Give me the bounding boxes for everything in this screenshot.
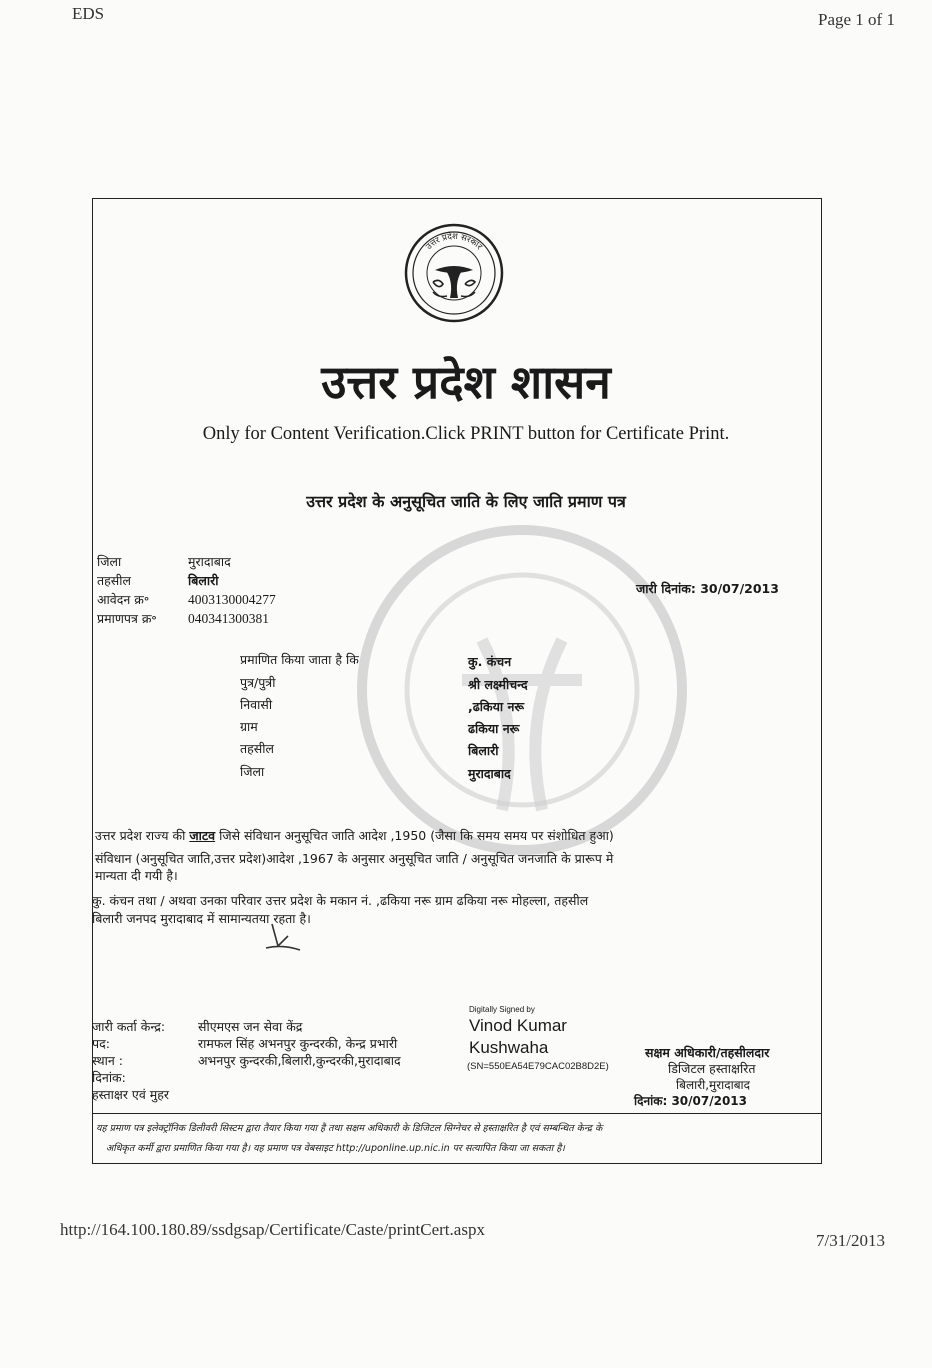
signer-name-line-2: Kushwaha xyxy=(469,1038,549,1057)
authority-title: सक्षम अधिकारी/तहसीलदार xyxy=(645,1045,770,1060)
caste-name: जाटव xyxy=(189,828,216,843)
detail-value-parent: श्री लक्ष्मीचन्द xyxy=(468,677,528,692)
meta-label-district: जिला xyxy=(97,554,122,569)
meta-label-certificate-no: प्रमाणपत्र क्र॰ xyxy=(97,611,157,626)
issuer-value-place: अभनपुर कुन्दरकी,बिलारी,कुन्दरकी,मुरादाबाद xyxy=(198,1053,401,1068)
svg-text:उत्तर प्रदेश सरकार xyxy=(424,231,484,252)
issuer-label-centre: जारी कर्ता केन्द्र: xyxy=(92,1019,166,1034)
print-url: http://164.100.180.89/ssdgsap/Certificate/Caste/printCert.aspx xyxy=(60,1220,485,1239)
footer-divider xyxy=(92,1113,822,1114)
meta-value-district: मुरादाबाद xyxy=(188,554,231,569)
issue-date: जारी दिनांक: 30/07/2013 xyxy=(636,581,779,596)
authority-digitally-signed: डिजिटल हस्ताक्षरित xyxy=(668,1061,756,1076)
detail-label-tehsil: तहसील xyxy=(240,741,274,756)
signature-serial: (SN=550EA54E79CAC02B8D2E) xyxy=(467,1061,609,1072)
residence-paragraph-line-2: बिलारी जनपद मुरादाबाद में सामान्यतया रहता है। xyxy=(92,911,311,926)
detail-value-name: कु. कंचन xyxy=(468,654,512,669)
body-paragraph-line-2: संविधान (अनुसूचित जाति,उत्तर प्रदेश)आदेश ,1967 के अनुसार अनुसूचित जाति / अनुसूचित जनजाति के प्रारूप मे xyxy=(95,851,614,866)
page-counter: Page 1 of 1 xyxy=(818,10,895,29)
detail-label-certified: प्रमाणित किया जाता है कि xyxy=(240,652,359,667)
body-paragraph-line-3: मान्यता दी गयी है। xyxy=(95,868,178,883)
digital-signature-caption: Digitally Signed by xyxy=(469,1005,535,1014)
residence-paragraph-line-1: कु. कंचन तथा / अथवा उनका परिवार उत्तर प्रदेश के मकान नं. ,ढकिया नरू ग्राम ढकिया नरू मोहल्ला, तहसील xyxy=(92,893,589,908)
meta-value-tehsil: बिलारी xyxy=(188,573,219,588)
detail-value-district: मुरादाबाद xyxy=(468,766,511,781)
issuer-label-signature-seal: हस्ताक्षर एवं मुहर xyxy=(92,1087,169,1102)
issuer-label-date: दिनांक: xyxy=(92,1070,126,1085)
issuer-value-centre: सीएमएस जन सेवा केंद्र xyxy=(198,1019,303,1034)
up-government-emblem xyxy=(403,222,505,324)
meta-label-application-no: आवेदन क्र॰ xyxy=(97,592,150,607)
detail-label-child-of: पुत्र/पुत्री xyxy=(240,675,276,690)
meta-value-certificate-no: 040341300381 xyxy=(188,611,269,626)
detail-label-village: ग्राम xyxy=(240,719,258,734)
detail-label-resident: निवासी xyxy=(240,697,273,712)
verification-note: Only for Content Verification.Click PRINT button for Certificate Print. xyxy=(202,424,730,444)
issuer-label-place: स्थान : xyxy=(92,1053,123,1068)
body-paragraph-line-1 xyxy=(95,826,614,845)
meta-label-tehsil: तहसील xyxy=(97,573,131,588)
issuer-value-post: रामफल सिंह अभनपुर कुन्दरकी, केन्द्र प्रभारी xyxy=(198,1036,398,1051)
detail-label-district: जिला xyxy=(240,764,265,779)
detail-value-resident: ,ढकिया नरू xyxy=(468,699,525,714)
body-text-suffix: जिसे संविधान अनुसूचित जाति आदेश ,1950 (जैसा कि समय समय पर संशोधित हुआ) xyxy=(215,828,614,843)
authority-location: बिलारी,मुरादाबाद xyxy=(676,1078,751,1092)
handwritten-mark xyxy=(262,922,306,954)
issuer-label-post: पद: xyxy=(92,1036,110,1051)
detail-value-tehsil: बिलारी xyxy=(468,743,499,758)
footer-note-line-1: यह प्रमाण पत्र इलेक्ट्रॉनिक डिलीवरी सिस्टम द्वारा तैयार किया गया है तथा सक्षम अधिकारी के डिजिटल सिग्नेचर से हस्ताक्षरित है एवं सम्बन्धित केन्द्र के xyxy=(96,1123,603,1134)
main-title: उत्तर प्रदेश शासन xyxy=(321,355,611,409)
certificate-subtitle: उत्तर प्रदेश के अनुसूचित जाति के लिए जाति प्रमाण पत्र xyxy=(306,492,626,511)
meta-value-application-no: 4003130004277 xyxy=(188,592,276,607)
authority-date: दिनांक: 30/07/2013 xyxy=(634,1094,748,1108)
signer-name-line-1: Vinod Kumar xyxy=(469,1016,567,1035)
emblem-text: उत्तर प्रदेश सरकार xyxy=(424,231,484,253)
footer-note-line-2: अधिकृत कर्मी द्वारा प्रमाणित किया गया है। यह प्रमाण पत्र वेबसाइट http://uponline.up.nic.in पर सत्यापित किया जा सकता है। xyxy=(106,1143,565,1154)
detail-value-village: ढकिया नरू xyxy=(468,721,520,736)
print-header-left: EDS xyxy=(72,4,105,23)
print-date: 7/31/2013 xyxy=(816,1231,885,1250)
body-text-prefix: उत्तर प्रदेश राज्य की xyxy=(95,828,190,843)
